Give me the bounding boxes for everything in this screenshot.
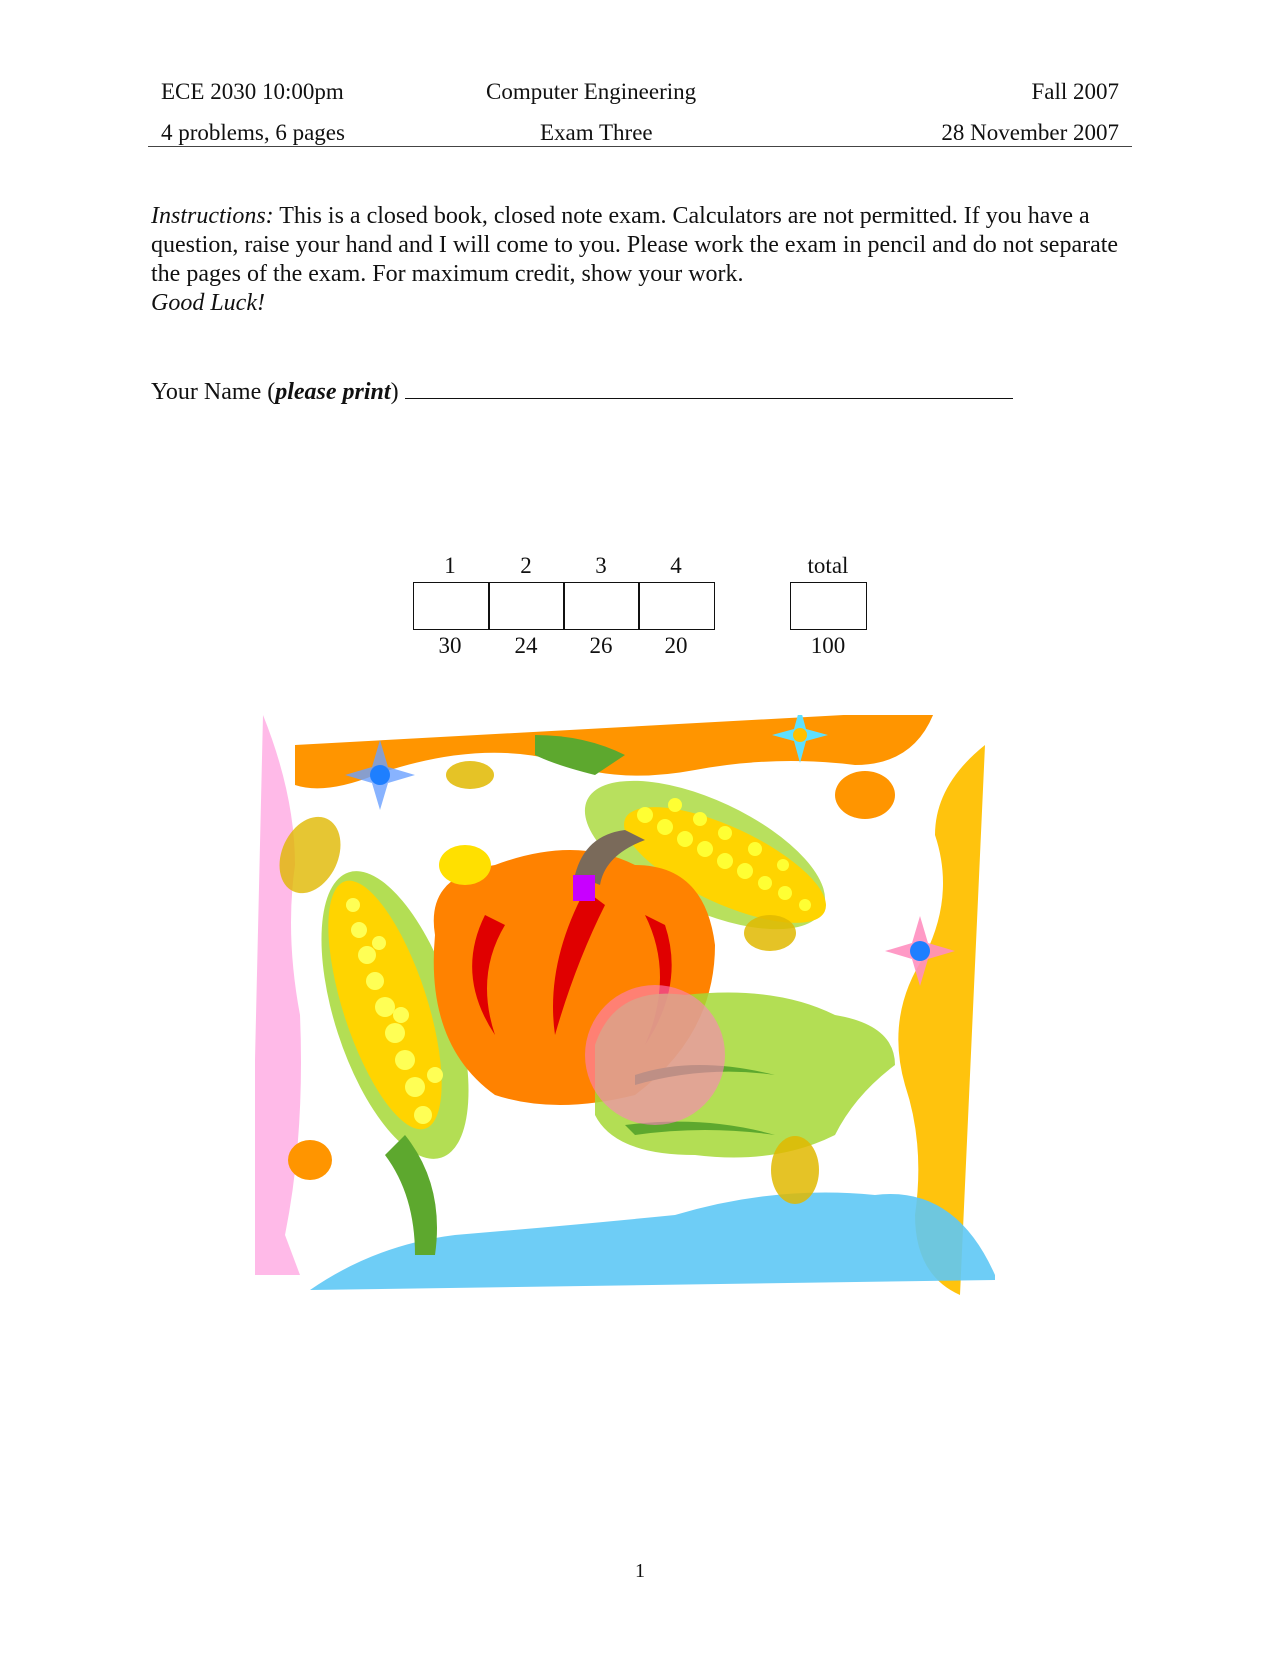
points-3: 26 (589, 633, 613, 658)
course-code: ECE 2030 10:00pm (161, 79, 344, 104)
name-input-line[interactable] (405, 380, 1013, 399)
name-field (151, 378, 1013, 406)
score-box-3[interactable] (563, 582, 640, 630)
score-box-total[interactable] (790, 582, 867, 630)
points-total: 100 (810, 633, 846, 658)
name-label-emphasis: please print (275, 379, 391, 405)
instructions (151, 202, 1131, 318)
header-rule (148, 146, 1132, 147)
exam-title: Exam Three (540, 120, 653, 145)
exam-date: 28 November 2007 (941, 120, 1119, 145)
instructions-body: This is a closed book, closed note exam. Calculators are not permitted. If you have a question, raise your hand and I will come to you. Please work the exam in pencil and do not separate the pages of the exam. For maximum credit, show your work. (151, 203, 1119, 287)
points-4: 20 (664, 633, 688, 658)
name-label-start: Your Name ( (151, 379, 276, 405)
page-number: 1 (635, 1560, 645, 1582)
squash (585, 985, 895, 1158)
instructions-label: Instructions: (151, 203, 274, 229)
problem-label-1: 1 (444, 553, 456, 578)
term: Fall 2007 (1031, 79, 1119, 104)
problem-count: 4 problems, 6 pages (161, 120, 345, 145)
good-luck: Good Luck! (151, 290, 265, 316)
score-box-2[interactable] (488, 582, 565, 630)
department: Computer Engineering (486, 79, 697, 104)
problem-label-2: 2 (520, 553, 532, 578)
name-label-end: ) (390, 379, 399, 405)
problem-label-4: 4 (670, 553, 682, 578)
score-box-4[interactable] (638, 582, 715, 630)
total-label: total (807, 553, 849, 578)
score-box-1[interactable] (413, 582, 490, 630)
problem-label-3: 3 (595, 553, 607, 578)
harvest-clipart (255, 715, 1015, 1315)
points-2: 24 (514, 633, 538, 658)
points-1: 30 (438, 633, 462, 658)
